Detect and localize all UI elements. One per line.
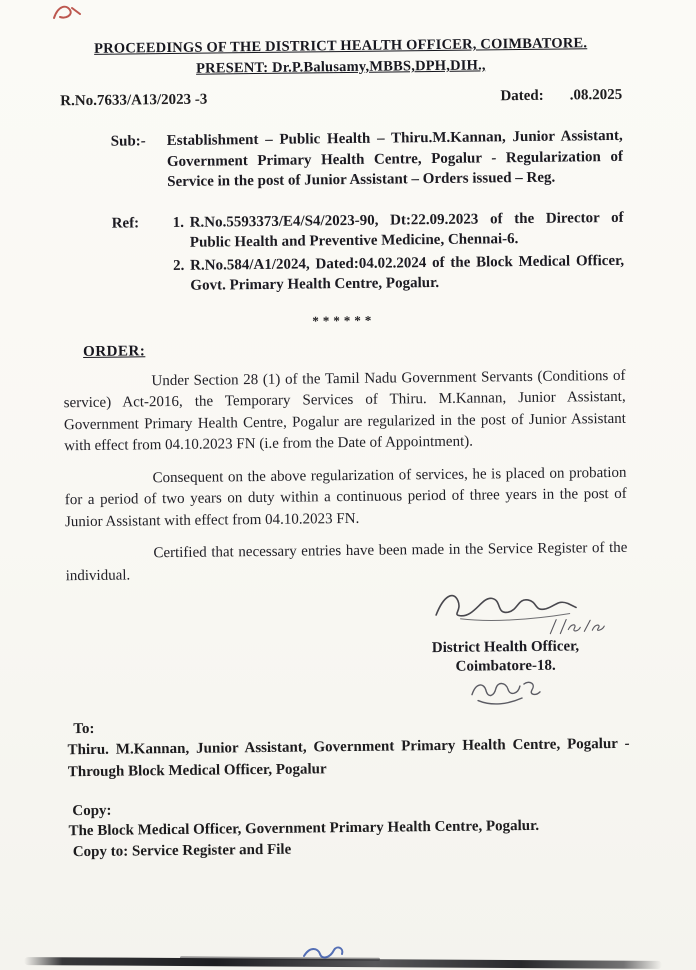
- to-label: To:: [73, 720, 95, 738]
- order-paragraph-1: Under Section 28 (1) of the Tamil Nadu Government Servants (Conditions of service) Act-2016, the Temporary Services of Thiru. M.Kannan, Junior Assistant, Government Primary Health Centre, Pogalur are regularized in the post of Junior Assistant with effect from 04.10.2023 FN (i.e from the Date of Appointment).: [63, 367, 626, 455]
- copy-recipient-text: The Block Medical Officer, Government Primary Health Centre, Pogalur.: [68, 817, 540, 840]
- dated-value: .08.2025: [569, 86, 623, 104]
- order-paragraph-2: Consequent on the above regularization of services, he is placed on probation for a period of two years on duty within a continuous period of three years in the post of Junior Assistant with effect from 04.10.2023 FN.: [64, 464, 627, 530]
- subject-text: Establishment – Public Health – Thiru.M.Kannan, Junior Assistant, Government Primary Health Centre, Pogalur - Regularization of Service in the post of Junior Assistant – Orders issued – Reg.: [166, 127, 624, 191]
- dated-field: [500, 87, 622, 105]
- to-address-text: Thiru. M.Kannan, Junior Assistant, Government Primary Health Centre, Pogalur - Through Block Medical Officer, Pogalur: [67, 735, 630, 780]
- dated-label: Dated:: [500, 87, 544, 105]
- copy-to-line: [73, 838, 631, 861]
- signatory-location: Coimbatore-18.: [455, 657, 556, 675]
- references-row: [62, 207, 625, 299]
- copy-to-label: Copy to:: [72, 843, 129, 861]
- handwritten-date-scribble-icon: [544, 617, 608, 638]
- order-heading: ORDER:: [83, 342, 146, 360]
- reference-list: [168, 207, 625, 298]
- signatory-designation: District Health Officer,: [431, 638, 580, 657]
- references-label: Ref:: [111, 214, 140, 232]
- copy-to-value: Service Register and File: [131, 841, 292, 860]
- signature-block: [384, 583, 627, 708]
- document-present-line: PRESENT: Dr.P.Balusamy,MBBS,DPH,DIH.,: [195, 57, 486, 77]
- subject-row: [61, 126, 624, 194]
- reference-item: 2. R.No.584/A1/2024, Dated:04.02.2024 of the Block Medical Officer, Govt. Primary Health Centre, Pogalur.: [188, 250, 624, 296]
- reference-item: 1. R.No.5593373/E4/S4/2023-90, Dt:22.09.2023 of the Director of Public Health and Preventive Medicine, Chennai-6.: [188, 207, 624, 253]
- order-paragraph-3: Certified that necessary entries have been made in the Service Register of the individual.: [65, 539, 628, 584]
- separator-asterisks: ******: [312, 312, 376, 328]
- copy-label: Copy:: [72, 802, 112, 820]
- proceedings-reference-number: R.No.7633/A13/2023 -3: [60, 91, 208, 110]
- initials-scribble-icon: [464, 676, 548, 707]
- document-title: PROCEEDINGS OF THE DISTRICT HEALTH OFFICER, COIMBATORE.: [94, 35, 588, 57]
- blue-ink-mark-icon: [300, 944, 348, 962]
- reference-dated-row: [60, 87, 622, 110]
- subject-label: Sub:-: [110, 133, 146, 150]
